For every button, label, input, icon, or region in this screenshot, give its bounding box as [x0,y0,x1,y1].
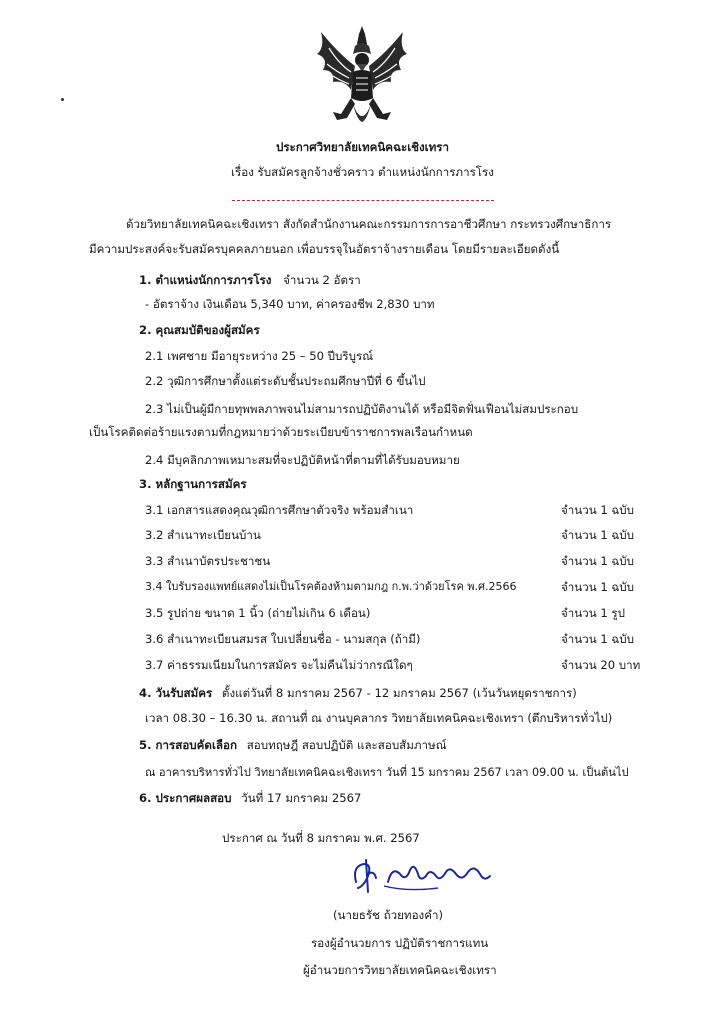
section-2-item-3a: 2.3 ไม่เป็นผู้มีกายทุพพลภาพจนไม่สามารถปฏิบัติงานได้ หรือมีจิตฟั่นเฟือนไม่สมประกอบ [145,402,579,416]
dashed-divider [232,200,494,201]
section-1 [139,272,361,288]
section-5-heading: 5. การสอบคัดเลือก [139,738,237,752]
intro-line-2: มีความประสงค์จะรับสมัครบุคคลภายนอก เพื่อบรรจุในอัตราจ้างรายเดือน โดยมีรายละเอียดดังนี้ [89,242,560,256]
doc-item-label: 3.1 เอกสารแสดงคุณวุฒิการศึกษาตัวจริง พร้อมสำเนา [145,503,414,517]
section-6-date: วันที่ 17 มกราคม 2567 [241,791,362,805]
section-1-heading: 1. ตำแหน่งนักการภารโรง [139,273,272,287]
signature-icon [348,852,498,896]
section-2-item-4: 2.4 มีบุคลิกภาพเหมาะสมที่จะปฏิบัติหน้าที่ตามที่ได้รับมอบหมาย [145,453,460,467]
scan-speck [61,98,64,101]
section-4-heading: 4. วันรับสมัคร [139,686,213,700]
section-1-pay: - อัตราจ้าง เงินเดือน 5,340 บาท, ค่าครองชีพ 2,830 บาท [145,297,435,311]
section-1-count: จำนวน 2 อัตรา [283,273,361,287]
doc-item-label: 3.5 รูปถ่าย ขนาด 1 นิ้ว (ถ่ายไม่เกิน 6 เดือน) [145,606,371,620]
section-2-item-3b: เป็นโรคติดต่อร้ายแรงตามที่กฎหมายว่าด้วยระเบียบข้าราชการพลเรือนกำหนด [89,425,473,439]
garuda-emblem-icon [311,24,413,132]
intro-line-1: ด้วยวิทยาลัยเทคนิคฉะเชิงเทรา สังกัดสำนักงานคณะกรรมการการอาชีวศึกษา กระทรวงศึกษาธิการ [126,217,612,231]
doc-item-qty: จำนวน 1 ฉบับ [561,528,635,542]
doc-item-label: 3.7 ค่าธรรมเนียมในการสมัคร จะไม่คืนไม่ว่ากรณีใดๆ [145,658,413,672]
section-6-heading: 6. ประกาศผลสอบ [139,791,232,805]
announcement-subject: เรื่อง รับสมัครลูกจ้างชั่วคราว ตำแหน่งนักการภารโรง [231,165,494,179]
doc-item-qty: จำนวน 1 ฉบับ [561,632,635,646]
section-4-place: เวลา 08.30 – 16.30 น. สถานที่ ณ งานบุคลากร วิทยาลัยเทคนิคฉะเชิงเทรา (ตึกบริหารทั่วไป) [145,711,613,725]
doc-item-qty: จำนวน 1 ฉบับ [561,580,635,594]
announcement-title: ประกาศวิทยาลัยเทคนิคฉะเชิงเทรา [275,140,450,154]
doc-item-label: 3.4 ใบรับรองแพทย์แสดงไม่เป็นโรคต้องห้ามตามกฎ ก.พ.ว่าด้วยโรค พ.ศ.2566 [145,580,517,593]
section-4-dates: ตั้งแต่วันที่ 8 มกราคม 2567 - 12 มกราคม 2567 (เว้นวันหยุดราชการ) [221,686,577,700]
doc-item-label: 3.3 สำเนาบัตรประชาชน [145,554,271,568]
section-3-heading: 3. หลักฐานการสมัคร [139,477,247,491]
section-6 [139,790,361,806]
section-5-desc: สอบทฤษฎี สอบปฏิบัติ และสอบสัมภาษณ์ [246,738,447,752]
section-4 [139,685,577,701]
signer-role-2: ผู้อำนวยการวิทยาลัยเทคนิคฉะเชิงเทรา [303,963,497,977]
signer-role-1: รองผู้อำนวยการ ปฏิบัติราชการแทน [311,936,489,950]
section-5-place: ณ อาคารบริหารทั่วไป วิทยาลัยเทคนิคฉะเชิงเทรา วันที่ 15 มกราคม 2567 เวลา 09.00 น. เป็นต้นไป [145,766,629,779]
signer-name: (นายธรัช ถ้วยทองคำ) [333,908,443,922]
section-2-item-1: 2.1 เพศชาย มีอายุระหว่าง 25 – 50 ปีบริบูรณ์ [145,349,373,363]
doc-item-qty: จำนวน 20 บาท [561,658,641,672]
announce-date: ประกาศ ณ วันที่ 8 มกราคม พ.ศ. 2567 [222,831,420,845]
section-2-heading: 2. คุณสมบัติของผู้สมัคร [139,323,260,337]
doc-item-qty: จำนวน 1 รูป [561,606,625,620]
doc-item-qty: จำนวน 1 ฉบับ [561,503,635,517]
section-2-item-2: 2.2 วุฒิการศึกษาตั้งแต่ระดับชั้นประถมศึกษาปีที่ 6 ขึ้นไป [145,374,426,388]
doc-item-label: 3.2 สำเนาทะเบียนบ้าน [145,528,261,542]
doc-item-label: 3.6 สำเนาทะเบียนสมรส ใบเปลี่ยนชื่อ - นามสกุล (ถ้ามี) [145,632,421,646]
section-5 [139,737,446,753]
doc-item-qty: จำนวน 1 ฉบับ [561,554,635,568]
